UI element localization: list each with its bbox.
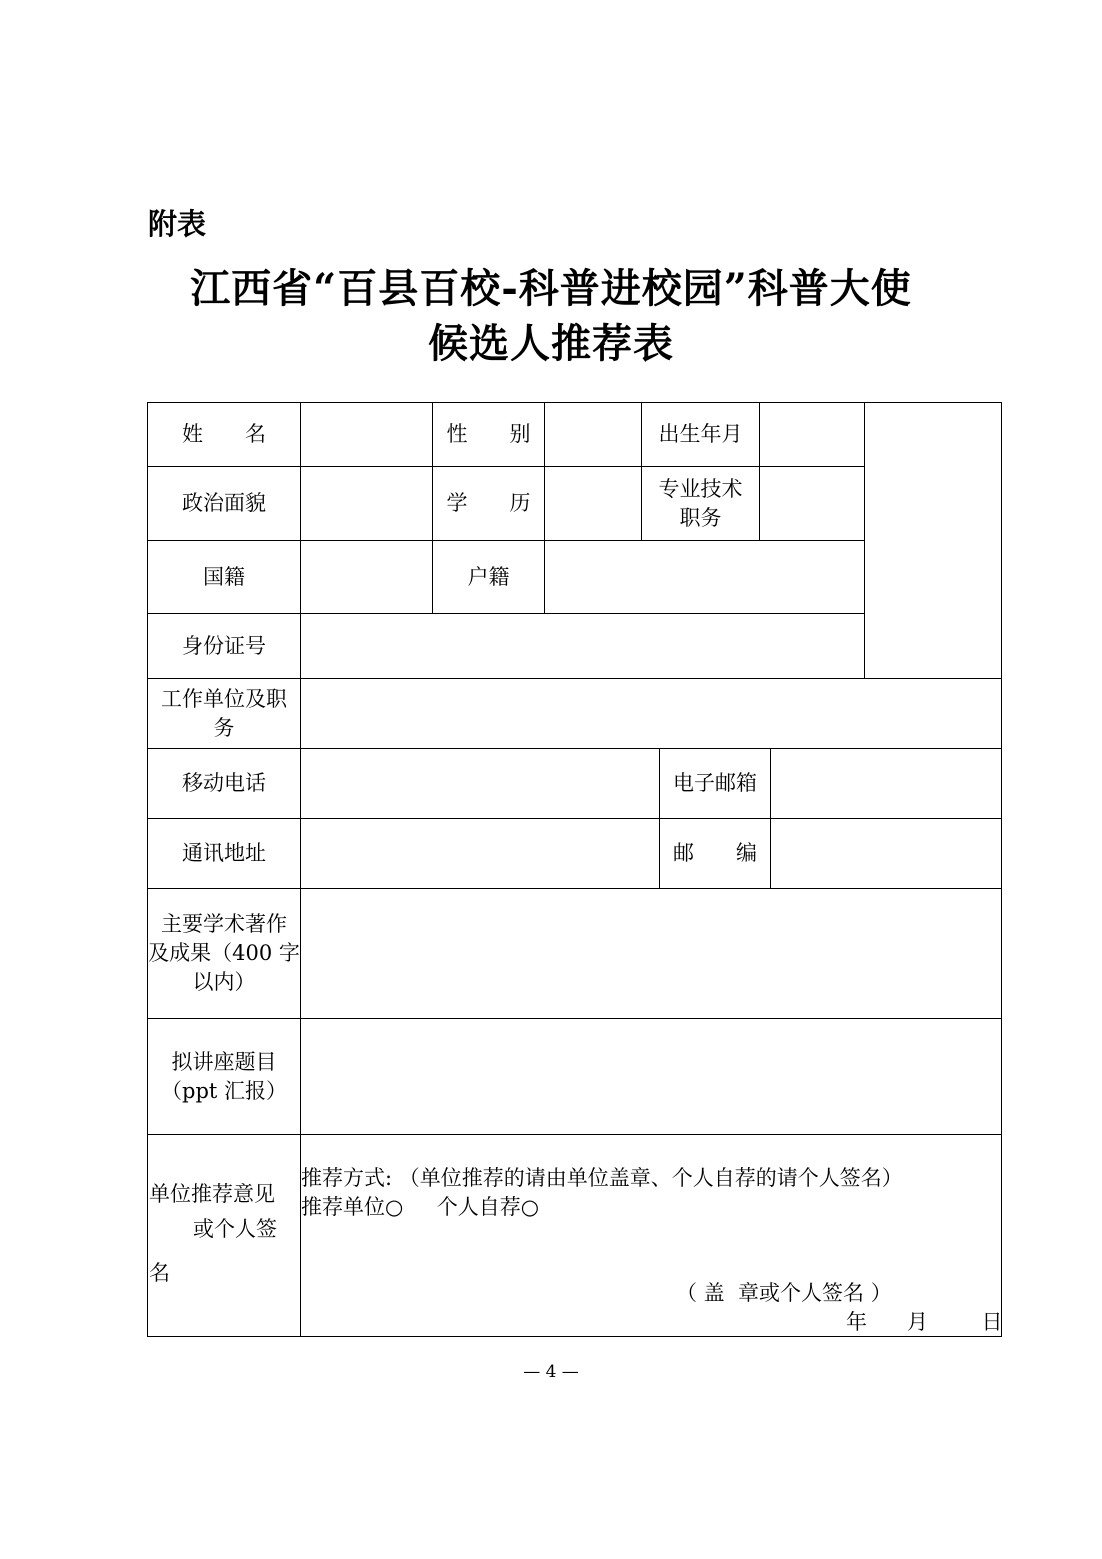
label-title-line2: 职务	[679, 505, 722, 530]
photo-box[interactable]	[864, 402, 1002, 679]
label-education: 学 历	[432, 466, 545, 541]
label-rec-line1: 单位推荐意见	[149, 1182, 275, 1206]
label-works-line3: 以内）	[192, 970, 256, 994]
label-works-line2: 及成果（400 字	[148, 941, 300, 965]
field-education[interactable]	[544, 466, 642, 541]
label-gender: 性 别	[432, 402, 545, 467]
form-title-line2: 候选人推荐表	[428, 320, 674, 367]
label-lecture-line2: （ppt 汇报）	[161, 1078, 287, 1103]
form-title-line1: 江西省“百县百校-科普进校园”科普大使	[190, 265, 912, 312]
field-postcode[interactable]	[770, 818, 1002, 889]
label-work	[147, 678, 301, 749]
date-label: 年 月 日	[846, 1310, 1003, 1334]
field-name[interactable]	[300, 402, 433, 467]
label-email: 电子邮箱	[659, 748, 771, 819]
label-title	[641, 466, 760, 541]
label-rec-line2: 或个人签	[193, 1217, 277, 1241]
label-postcode: 邮 编	[659, 818, 771, 889]
page-number: — 4 —	[523, 1362, 579, 1382]
field-lecture[interactable]	[300, 1018, 1002, 1135]
label-lecture-line1: 拟讲座题目	[171, 1049, 277, 1074]
field-gender[interactable]	[544, 402, 642, 467]
label-works-line1: 主要学术著作	[161, 912, 287, 936]
annex-label: 附表	[148, 207, 207, 241]
field-mobile[interactable]	[300, 748, 660, 819]
label-political: 政治面貌	[147, 466, 301, 541]
seal-signature-label: （ 盖 章或个人签名 ）	[676, 1281, 892, 1305]
field-email[interactable]	[770, 748, 1002, 819]
label-birth: 出生年月	[641, 402, 760, 467]
label-nationality: 国籍	[147, 540, 301, 614]
label-id-number: 身份证号	[147, 613, 301, 679]
field-title[interactable]	[759, 466, 865, 541]
field-nationality[interactable]	[300, 540, 433, 614]
label-work-line1: 工作单位及职	[161, 686, 287, 711]
label-name: 姓 名	[147, 402, 301, 467]
field-address[interactable]	[300, 818, 660, 889]
label-work-line2: 务	[213, 715, 235, 740]
field-works[interactable]	[300, 888, 1002, 1019]
field-household[interactable]	[544, 540, 865, 614]
field-id-number[interactable]	[300, 613, 865, 679]
label-rec-line3: 名	[149, 1261, 170, 1285]
label-works	[147, 888, 301, 1019]
field-work[interactable]	[300, 678, 1002, 749]
label-title-line1: 专业技术	[658, 476, 743, 501]
field-birth[interactable]	[759, 402, 865, 467]
label-mobile: 移动电话	[147, 748, 301, 819]
label-address: 通讯地址	[147, 818, 301, 889]
label-lecture	[147, 1018, 301, 1135]
field-political[interactable]	[300, 466, 433, 541]
recommend-method: 推荐方式: （单位推荐的请由单位盖章、个人自荐的请个人签名）	[301, 1166, 903, 1190]
recommend-options[interactable]: 推荐单位○ 个人自荐○	[301, 1195, 540, 1219]
label-household: 户籍	[432, 540, 545, 614]
